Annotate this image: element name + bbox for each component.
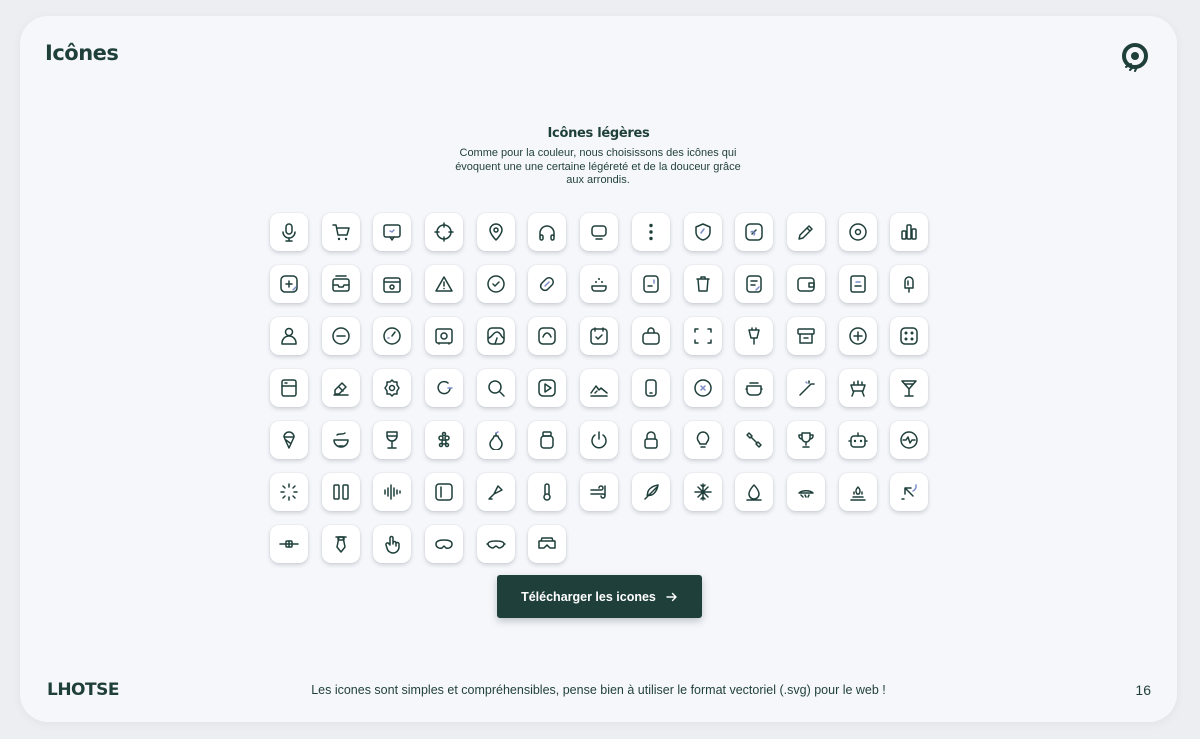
timer-device-icon	[641, 274, 661, 294]
icon-tile-plus-circle[interactable]	[839, 317, 877, 355]
speech-bubble-icon	[589, 222, 609, 242]
robot-icon	[848, 430, 868, 450]
receipt-icon	[848, 274, 868, 294]
crosshair-icon	[434, 222, 454, 242]
link-square-icon	[744, 222, 764, 242]
wine-glass-icon	[382, 430, 402, 450]
pointer-hand-icon	[382, 534, 402, 554]
jar-icon	[537, 430, 557, 450]
lock-icon	[641, 430, 661, 450]
icon-tile-pear[interactable]	[477, 421, 515, 459]
icon-tile-pen-tool[interactable]	[477, 473, 515, 511]
icon-tile-timer-device[interactable]	[632, 265, 670, 303]
microphone-icon	[279, 222, 299, 242]
icon-tile-vr-headset[interactable]	[528, 525, 566, 563]
disc-icon	[848, 222, 868, 242]
bathtub-icon	[589, 274, 609, 294]
archive-icon	[796, 326, 816, 346]
download-button-label: Télécharger les icones	[521, 589, 656, 604]
sidebar-icon	[434, 482, 454, 502]
minus-circle-icon	[331, 326, 351, 346]
icon-tile-bag[interactable]	[632, 317, 670, 355]
gauge-icon	[382, 326, 402, 346]
icon-tile-bathtub[interactable]	[580, 265, 618, 303]
icon-tile-snowflake[interactable]	[684, 473, 722, 511]
chart-bars-icon	[899, 222, 919, 242]
icon-tile-speech-bubble[interactable]	[580, 213, 618, 251]
icon-tile-focus-frame[interactable]	[684, 317, 722, 355]
more-vertical-icon	[641, 222, 661, 242]
icon-tile-chart-bars[interactable]	[890, 213, 928, 251]
icon-tile-grapes[interactable]	[425, 421, 463, 459]
icon-tile-safe[interactable]	[425, 317, 463, 355]
icon-tile-lightbulb[interactable]	[684, 421, 722, 459]
icon-tile-heater[interactable]	[787, 473, 825, 511]
icon-tile-ski-mask[interactable]	[425, 525, 463, 563]
icon-tile-loader[interactable]	[270, 473, 308, 511]
icon-tile-water-drop[interactable]	[735, 473, 773, 511]
icon-tile-headphones[interactable]	[528, 213, 566, 251]
icon-tile-message[interactable]	[373, 213, 411, 251]
smartphone-icon	[641, 378, 661, 398]
fridge-icon	[279, 378, 299, 398]
icon-tile-add-note[interactable]	[270, 265, 308, 303]
close-circle-icon	[693, 378, 713, 398]
section-title: Icônes légères	[547, 126, 650, 141]
icon-tile-package[interactable]	[373, 265, 411, 303]
icon-tile-robot[interactable]	[839, 421, 877, 459]
bone-icon	[744, 430, 764, 450]
lightbulb-icon	[693, 430, 713, 450]
icon-tile-calendar-check[interactable]	[580, 317, 618, 355]
icon-tile-cooking-pot[interactable]	[735, 369, 773, 407]
mountain-icon	[589, 378, 609, 398]
message-icon	[382, 222, 402, 242]
add-note-icon	[279, 274, 299, 294]
necktie-icon	[331, 534, 351, 554]
icon-tile-pencil[interactable]	[787, 213, 825, 251]
icon-tile-feather[interactable]	[632, 473, 670, 511]
icon-tile-cocktail[interactable]	[890, 369, 928, 407]
settings-badge-icon	[382, 378, 402, 398]
icon-tile-user[interactable]	[270, 317, 308, 355]
icon-tile-goggles[interactable]	[477, 525, 515, 563]
plus-circle-icon	[848, 326, 868, 346]
arrow-right-icon	[666, 591, 678, 603]
brand-logo-icon	[1120, 42, 1150, 72]
map-icon	[486, 326, 506, 346]
icon-tile-trophy[interactable]	[787, 421, 825, 459]
icon-tile-jar[interactable]	[528, 421, 566, 459]
icon-tile-necktie[interactable]	[322, 525, 360, 563]
pen-tool-icon	[486, 482, 506, 502]
icon-tile-warning[interactable]	[425, 265, 463, 303]
footer-note: Les icones sont simples et compréhensibles, pense bien à utiliser le format vectoriel (.svg) pour le web !	[311, 683, 886, 697]
icon-tile-refresh[interactable]	[425, 369, 463, 407]
icon-tile-dice[interactable]	[890, 317, 928, 355]
icon-tile-wine-glass[interactable]	[373, 421, 411, 459]
icon-tile-shield[interactable]	[684, 213, 722, 251]
icon-tile-receipt[interactable]	[839, 265, 877, 303]
icon-tile-power[interactable]	[580, 421, 618, 459]
play-square-icon	[537, 378, 557, 398]
icon-tile-sound-wave[interactable]	[373, 473, 411, 511]
icon-tile-activity[interactable]	[890, 421, 928, 459]
search-icon	[486, 378, 506, 398]
belt-icon	[279, 534, 299, 554]
icon-tile-more-vertical[interactable]	[632, 213, 670, 251]
thermometer-icon	[537, 482, 557, 502]
icon-tile-search[interactable]	[477, 369, 515, 407]
icon-tile-link-square[interactable]	[735, 213, 773, 251]
power-icon	[589, 430, 609, 450]
slide-card	[20, 16, 1177, 722]
feather-icon	[641, 482, 661, 502]
icon-tile-trash[interactable]	[684, 265, 722, 303]
icon-tile-pill[interactable]	[528, 265, 566, 303]
inbox-icon	[331, 274, 351, 294]
bag-icon	[641, 326, 661, 346]
icon-tile-ice-cream[interactable]	[270, 421, 308, 459]
water-drop-icon	[744, 482, 764, 502]
icon-tile-lock[interactable]	[632, 421, 670, 459]
icon-tile-wind[interactable]	[580, 473, 618, 511]
icon-tile-edit-document[interactable]	[735, 265, 773, 303]
grill-icon	[848, 378, 868, 398]
icon-tile-bone[interactable]	[735, 421, 773, 459]
refresh-icon	[434, 378, 454, 398]
icon-tile-fireplace[interactable]	[839, 473, 877, 511]
icon-tile-plug[interactable]	[735, 317, 773, 355]
ice-cream-icon	[279, 430, 299, 450]
icon-tile-smartphone[interactable]	[632, 369, 670, 407]
icon-tile-location-pin[interactable]	[477, 213, 515, 251]
dice-icon	[899, 326, 919, 346]
check-circle-icon	[486, 274, 506, 294]
safe-icon	[434, 326, 454, 346]
icon-tile-check-circle[interactable]	[477, 265, 515, 303]
focus-frame-icon	[693, 326, 713, 346]
icon-tile-bowl[interactable]	[322, 421, 360, 459]
grapes-icon	[434, 430, 454, 450]
location-pin-icon	[486, 222, 506, 242]
window-icon	[537, 326, 557, 346]
pencil-icon	[796, 222, 816, 242]
icon-tile-crosshair[interactable]	[425, 213, 463, 251]
icon-tile-arrow-up-left[interactable]	[890, 473, 928, 511]
icon-tile-microphone[interactable]	[270, 213, 308, 251]
icon-tile-window[interactable]	[528, 317, 566, 355]
edit-document-icon	[744, 274, 764, 294]
download-icons-button[interactable]	[497, 575, 702, 618]
arrow-up-left-icon	[899, 482, 919, 502]
icon-tile-close-circle[interactable]	[684, 369, 722, 407]
plug-icon	[744, 326, 764, 346]
warning-icon	[434, 274, 454, 294]
magic-wand-icon	[796, 378, 816, 398]
icon-tile-pointer-hand[interactable]	[373, 525, 411, 563]
trash-icon	[693, 274, 713, 294]
ski-mask-icon	[434, 534, 454, 554]
loader-icon	[279, 482, 299, 502]
calendar-check-icon	[589, 326, 609, 346]
eraser-icon	[331, 378, 351, 398]
headphones-icon	[537, 222, 557, 242]
icon-tile-inbox[interactable]	[322, 265, 360, 303]
sound-wave-icon	[382, 482, 402, 502]
icon-tile-fridge[interactable]	[270, 369, 308, 407]
vr-headset-icon	[537, 534, 557, 554]
icon-tile-settings-badge[interactable]	[373, 369, 411, 407]
columns-icon	[331, 482, 351, 502]
brand-wordmark: LHOTSE	[47, 680, 119, 700]
icon-tile-grill[interactable]	[839, 369, 877, 407]
activity-icon	[899, 430, 919, 450]
icon-tile-popsicle[interactable]	[890, 265, 928, 303]
icon-tile-play-square[interactable]	[528, 369, 566, 407]
goggles-icon	[486, 534, 506, 554]
shopping-cart-icon	[331, 222, 351, 242]
section-description: Comme pour la couleur, nous choisissons des icônes qui évoquent une une certaine légéreté et de la douceur grâce aux arrondis.	[455, 147, 741, 186]
icon-tile-mountain[interactable]	[580, 369, 618, 407]
icon-grid	[270, 213, 932, 563]
heater-icon	[796, 482, 816, 502]
cocktail-icon	[899, 378, 919, 398]
popsicle-icon	[899, 274, 919, 294]
fireplace-icon	[848, 482, 868, 502]
package-icon	[382, 274, 402, 294]
icon-tile-thermometer[interactable]	[528, 473, 566, 511]
icon-tile-eraser[interactable]	[322, 369, 360, 407]
icon-tile-gauge[interactable]	[373, 317, 411, 355]
icon-tile-minus-circle[interactable]	[322, 317, 360, 355]
pill-icon	[537, 274, 557, 294]
shield-icon	[693, 222, 713, 242]
snowflake-icon	[693, 482, 713, 502]
user-icon	[279, 326, 299, 346]
trophy-icon	[796, 430, 816, 450]
icon-tile-map[interactable]	[477, 317, 515, 355]
icon-tile-sidebar[interactable]	[425, 473, 463, 511]
icon-tile-wallet[interactable]	[787, 265, 825, 303]
cooking-pot-icon	[744, 378, 764, 398]
icon-tile-columns[interactable]	[322, 473, 360, 511]
page-title: Icônes	[45, 41, 119, 65]
icon-tile-shopping-cart[interactable]	[322, 213, 360, 251]
wind-icon	[589, 482, 609, 502]
icon-tile-disc[interactable]	[839, 213, 877, 251]
icon-tile-archive[interactable]	[787, 317, 825, 355]
page-number: 16	[1135, 682, 1151, 698]
bowl-icon	[331, 430, 351, 450]
icon-tile-belt[interactable]	[270, 525, 308, 563]
pear-icon	[486, 430, 506, 450]
wallet-icon	[796, 274, 816, 294]
icon-tile-magic-wand[interactable]	[787, 369, 825, 407]
